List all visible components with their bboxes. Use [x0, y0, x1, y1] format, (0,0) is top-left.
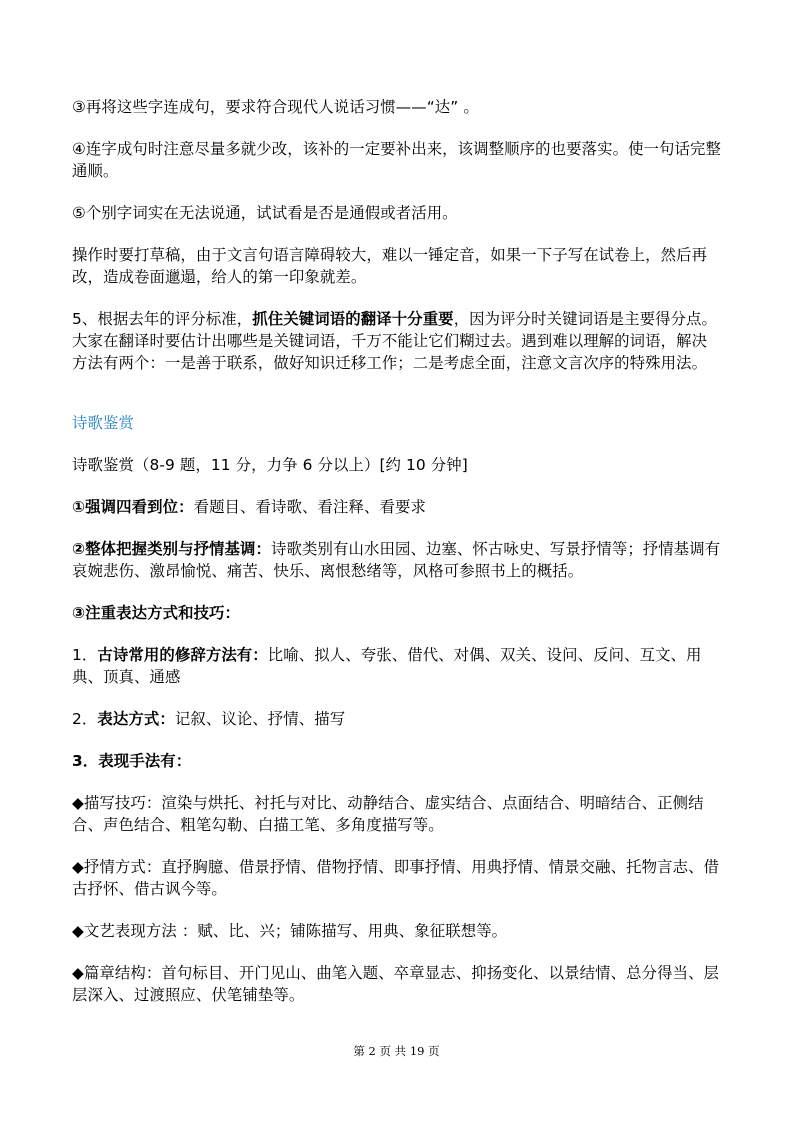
- modes-text: 记叙、议论、抒情、描写: [174, 710, 346, 728]
- paragraph-four-looks: [72, 496, 722, 518]
- rhetoric-number: 1．: [72, 646, 98, 664]
- paragraph-artistic-methods: ◆文艺表现方法 ：赋、比、兴；铺陈描写、用典、象征联想等。: [72, 922, 508, 940]
- paragraph-category-tone: [72, 538, 722, 582]
- paragraph-expression-heading: ③注重表达方式和技巧：: [72, 604, 241, 622]
- paragraph-scoring-standard: [72, 308, 722, 374]
- paragraph-rhetoric: [72, 644, 722, 688]
- category-tone-text: 诗歌类别有山水田园、边塞、怀古咏史、写景抒情等；抒情基调有哀婉悲伤、激昂愉悦、痛苦、快乐、离恨愁绪等，风格可参照书上的概括。: [72, 540, 721, 580]
- modes-label: 表达方式：: [97, 710, 175, 728]
- paragraph-techniques-heading: 3．表现手法有：: [72, 752, 192, 770]
- paragraph-structure: ◆篇章结构：首句标目、开门见山、曲笔入题、卒章显志、抑扬变化、以景结情、总分得当、层层深入、过渡照应、伏笔铺垫等。: [72, 964, 720, 1004]
- section-heading-poetry: 诗歌鉴赏: [72, 414, 134, 432]
- scoring-prefix: 5、根据去年的评分标准，: [72, 310, 253, 328]
- paragraph-special-usage: ⑤个别字词实在无法说通，试试看是否是通假或者活用。: [72, 204, 458, 222]
- four-looks-text: 看题目、看诗歌、看注释、看要求: [193, 498, 426, 516]
- modes-number: 2．: [72, 710, 98, 728]
- paragraph-description-skills: ◆描写技巧：渲染与烘托、衬托与对比、动静结合、虚实结合、点面结合、明暗结合、正侧结合、声色结合、粗笔勾勒、白描工笔、多角度描写等。: [72, 794, 704, 834]
- paragraph-lyric-methods: ◆抒情方式：直抒胸臆、借景抒情、借物抒情、即事抒情、用典抒情、情景交融、托物言志、借古抒怀、借古讽今等。: [72, 858, 720, 898]
- scoring-rest: ，因为评分时关键词语是主要得分点。大家在翻译时要估计出哪些是关键词语，千万不能让它们糊过去。遇到难以理解的词语，解决方法有两个：一是善于联系，做好知识迁移工作；二是考虑全面，注意文言次序的特殊用法。: [72, 310, 718, 372]
- page-footer: 第 2 页 共 19 页: [353, 1044, 440, 1058]
- scoring-emphasis: 抓住关键词语的翻译十分重要: [252, 310, 454, 328]
- rhetoric-label: 古诗常用的修辞方法有：: [97, 646, 268, 664]
- paragraph-draft-tip: 操作时要打草稿，由于文言句语言障碍较大，难以一锤定音，如果一下子写在试卷上，然后再改，造成卷面邋遢，给人的第一印象就差。: [72, 246, 708, 286]
- four-looks-label: ①强调四看到位：: [72, 498, 194, 516]
- paragraph-connect-words: ③再将这些字连成句，要求符合现代人说话习惯——“达” 。: [72, 98, 479, 116]
- category-tone-label: ②整体把握类别与抒情基调：: [72, 540, 272, 558]
- paragraph-fluent-sentence: ④连字成句时注意尽量多就少改，该补的一定要补出来，该调整顺序的也要落实。使一句话完整通顺。: [72, 140, 722, 180]
- paragraph-poetry-intro: 诗歌鉴赏（8-9 题，11 分，力争 6 分以上）[约 10 分钟]: [72, 456, 468, 474]
- paragraph-expression-modes: [72, 708, 722, 730]
- rhetoric-text: 比喻、拟人、夸张、借代、对偶、双关、设问、反问、互文、用典、顶真、通感: [72, 646, 702, 686]
